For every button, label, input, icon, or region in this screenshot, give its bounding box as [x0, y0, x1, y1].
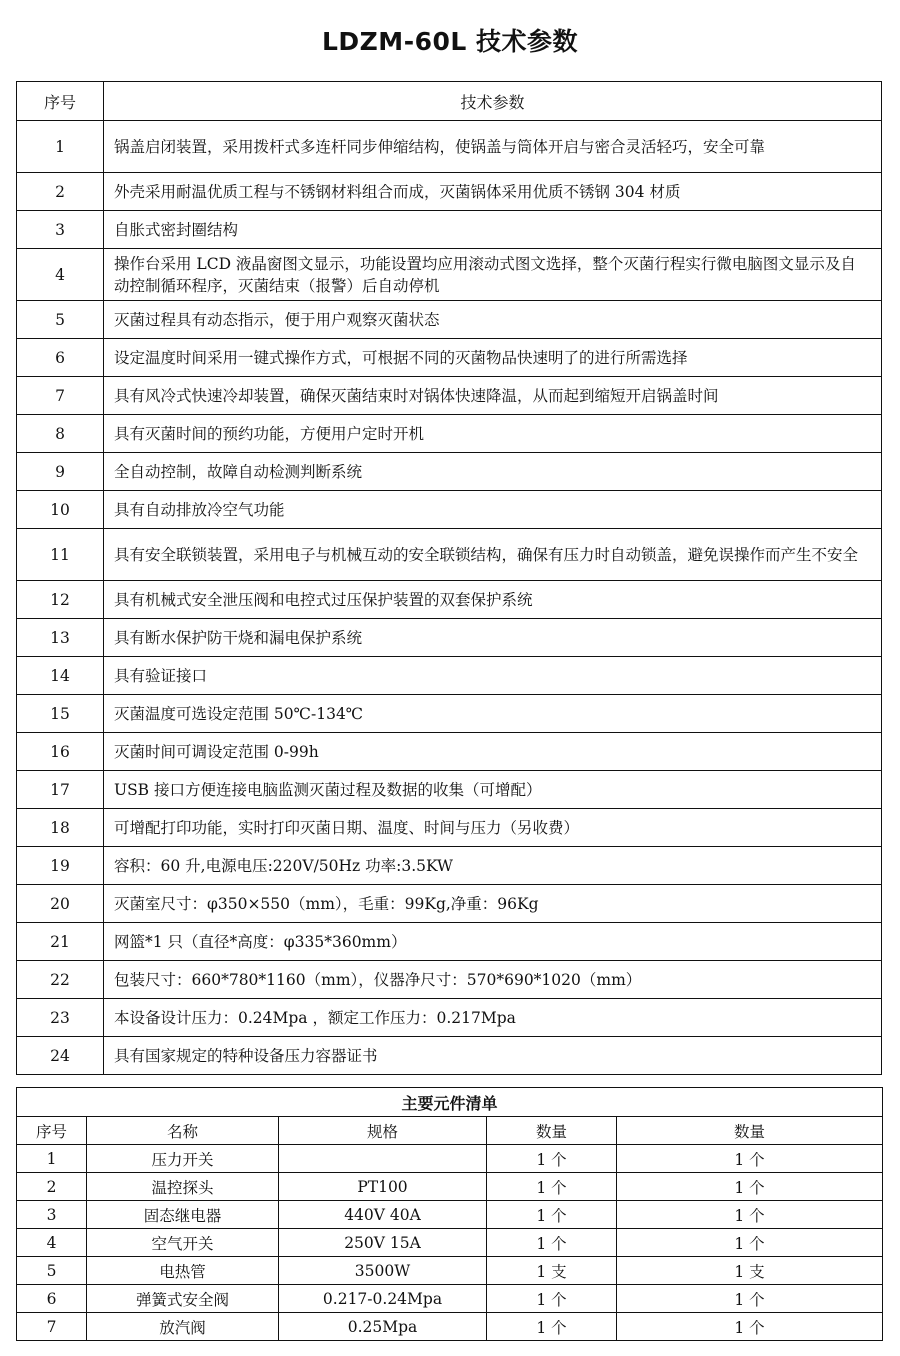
parts-cell: PT100: [279, 1173, 487, 1201]
table-row: [17, 809, 882, 847]
row-param-text: 灭菌温度可选设定范围 50℃-134℃: [104, 695, 882, 733]
parts-cell: 5: [17, 1257, 87, 1285]
table-row: [17, 491, 882, 529]
parts-cell: 0.25Mpa: [279, 1313, 487, 1341]
parts-cell: [279, 1145, 487, 1173]
parts-cell: 440V 40A: [279, 1201, 487, 1229]
row-param-text: 全自动控制，故障自动检测判断系统: [104, 453, 882, 491]
row-number: 13: [17, 619, 104, 657]
row-number: 21: [17, 923, 104, 961]
table-row: [17, 339, 882, 377]
row-param-text: 具有安全联锁装置，采用电子与机械互动的安全联锁结构，确保有压力时自动锁盖，避免误操作而产生不安全: [104, 529, 882, 581]
row-number: 10: [17, 491, 104, 529]
table-row: [17, 1037, 882, 1075]
row-number: 19: [17, 847, 104, 885]
parts-row: [17, 1257, 883, 1285]
parts-cell: 1 个: [617, 1201, 883, 1229]
table-row: [17, 619, 882, 657]
table-row: [17, 999, 882, 1037]
document-title: LDZM-60L 技术参数: [322, 27, 578, 56]
table-row: [17, 695, 882, 733]
row-number: 15: [17, 695, 104, 733]
table-row: [17, 249, 882, 301]
table-row: [17, 173, 882, 211]
row-number: 17: [17, 771, 104, 809]
row-param-text: 灭菌过程具有动态指示，便于用户观察灭菌状态: [104, 301, 882, 339]
row-param-text: 灭菌室尺寸：φ350×550（mm），毛重：99Kg,净重：96Kg: [104, 885, 882, 923]
row-number: 24: [17, 1037, 104, 1075]
row-number: 22: [17, 961, 104, 999]
row-param-text: 具有风冷式快速冷却装置，确保灭菌结束时对锅体快速降温，从而起到缩短开启锅盖时间: [104, 377, 882, 415]
parts-row: [17, 1145, 883, 1173]
parts-cell: 1 个: [487, 1201, 617, 1229]
table-row: [17, 211, 882, 249]
parts-cell: 1 个: [617, 1313, 883, 1341]
table-row: [17, 121, 882, 173]
parts-row: [17, 1285, 883, 1313]
parts-cell: 压力开关: [87, 1145, 279, 1173]
row-number: 12: [17, 581, 104, 619]
table-row: [17, 961, 882, 999]
parts-row: [17, 1313, 883, 1341]
table-row: [17, 733, 882, 771]
parts-cell: 1 个: [617, 1285, 883, 1313]
row-number: 1: [17, 121, 104, 173]
row-number: 5: [17, 301, 104, 339]
table-row: [17, 415, 882, 453]
row-number: 11: [17, 529, 104, 581]
table-row: [17, 923, 882, 961]
parts-cell: 3: [17, 1201, 87, 1229]
row-param-text: 具有灭菌时间的预约功能，方便用户定时开机: [104, 415, 882, 453]
row-param-text: 自胀式密封圈结构: [104, 211, 882, 249]
parts-cell: 1 支: [617, 1257, 883, 1285]
parts-cell: 250V 15A: [279, 1229, 487, 1257]
header-param: 技术参数: [104, 82, 882, 121]
table-row: [17, 771, 882, 809]
parts-cell: 2: [17, 1173, 87, 1201]
parts-header-cell: 名称: [87, 1117, 279, 1145]
parts-row: [17, 1201, 883, 1229]
row-param-text: 灭菌时间可调设定范围 0-99h: [104, 733, 882, 771]
row-param-text: 具有自动排放冷空气功能: [104, 491, 882, 529]
table-row: [17, 301, 882, 339]
parts-cell: 6: [17, 1285, 87, 1313]
row-number: 6: [17, 339, 104, 377]
parts-cell: 1 个: [487, 1173, 617, 1201]
row-param-text: 设定温度时间采用一键式操作方式，可根据不同的灭菌物品快速明了的进行所需选择: [104, 339, 882, 377]
parts-cell: 空气开关: [87, 1229, 279, 1257]
parts-header-cell: 数量: [487, 1117, 617, 1145]
parts-cell: 放汽阀: [87, 1313, 279, 1341]
parts-row: [17, 1173, 883, 1201]
table-row: [17, 885, 882, 923]
parts-cell: 1 个: [617, 1145, 883, 1173]
parts-cell: 1 个: [617, 1173, 883, 1201]
row-param-text: 具有验证接口: [104, 657, 882, 695]
parts-cell: 1: [17, 1145, 87, 1173]
row-param-text: 操作台采用 LCD 液晶窗图文显示，功能设置均应用滚动式图文选择，整个灭菌行程实行微电脑图文显示及自动控制循环程序，灭菌结束（报警）后自动停机: [104, 249, 882, 301]
row-param-text: 容积：60 升,电源电压:220V/50Hz 功率:3.5KW: [104, 847, 882, 885]
parts-header-cell: 数量: [617, 1117, 883, 1145]
row-number: 4: [17, 249, 104, 301]
table-row: [17, 453, 882, 491]
row-param-text: 外壳采用耐温优质工程与不锈钢材料组合而成，灭菌锅体采用优质不锈钢 304 材质: [104, 173, 882, 211]
row-number: 7: [17, 377, 104, 415]
table-row: [17, 581, 882, 619]
row-number: 8: [17, 415, 104, 453]
table-header-row: [17, 82, 882, 121]
tech-params-table: [16, 81, 882, 1075]
header-no: 序号: [17, 82, 104, 121]
parts-caption: 主要元件清单: [17, 1088, 883, 1117]
parts-header-cell: 序号: [17, 1117, 87, 1145]
parts-list-table: [16, 1087, 883, 1341]
row-number: 20: [17, 885, 104, 923]
parts-caption-row: [17, 1088, 883, 1117]
row-param-text: 网篮*1 只（直径*高度：φ335*360mm）: [104, 923, 882, 961]
parts-cell: 0.217-0.24Mpa: [279, 1285, 487, 1313]
parts-cell: 固态继电器: [87, 1201, 279, 1229]
parts-cell: 7: [17, 1313, 87, 1341]
parts-cell: 3500W: [279, 1257, 487, 1285]
row-number: 18: [17, 809, 104, 847]
row-param-text: 包装尺寸：660*780*1160（mm），仪器净尺寸：570*690*1020（mm）: [104, 961, 882, 999]
parts-header-row: [17, 1117, 883, 1145]
table-row: [17, 529, 882, 581]
parts-cell: 1 个: [487, 1313, 617, 1341]
parts-cell: 1 个: [617, 1229, 883, 1257]
row-number: 14: [17, 657, 104, 695]
parts-row: [17, 1229, 883, 1257]
row-number: 23: [17, 999, 104, 1037]
row-param-text: 锅盖启闭装置，采用拨杆式多连杆同步伸缩结构，使锅盖与筒体开启与密合灵活轻巧，安全可靠: [104, 121, 882, 173]
parts-cell: 电热管: [87, 1257, 279, 1285]
row-param-text: USB 接口方便连接电脑监测灭菌过程及数据的收集（可增配）: [104, 771, 882, 809]
row-number: 16: [17, 733, 104, 771]
parts-cell: 1 个: [487, 1229, 617, 1257]
parts-cell: 弹簧式安全阀: [87, 1285, 279, 1313]
row-number: 3: [17, 211, 104, 249]
row-param-text: 具有机械式安全泄压阀和电控式过压保护装置的双套保护系统: [104, 581, 882, 619]
table-row: [17, 377, 882, 415]
row-param-text: 本设备设计压力：0.24Mpa ，额定工作压力：0.217Mpa: [104, 999, 882, 1037]
parts-cell: 温控探头: [87, 1173, 279, 1201]
row-param-text: 具有断水保护防干烧和漏电保护系统: [104, 619, 882, 657]
parts-cell: 1 个: [487, 1285, 617, 1313]
parts-cell: 1 支: [487, 1257, 617, 1285]
row-param-text: 可增配打印功能，实时打印灭菌日期、温度、时间与压力（另收费）: [104, 809, 882, 847]
row-number: 2: [17, 173, 104, 211]
parts-cell: 1 个: [487, 1145, 617, 1173]
parts-cell: 4: [17, 1229, 87, 1257]
table-row: [17, 657, 882, 695]
parts-header-cell: 规格: [279, 1117, 487, 1145]
row-number: 9: [17, 453, 104, 491]
table-row: [17, 847, 882, 885]
row-param-text: 具有国家规定的特种设备压力容器证书: [104, 1037, 882, 1075]
